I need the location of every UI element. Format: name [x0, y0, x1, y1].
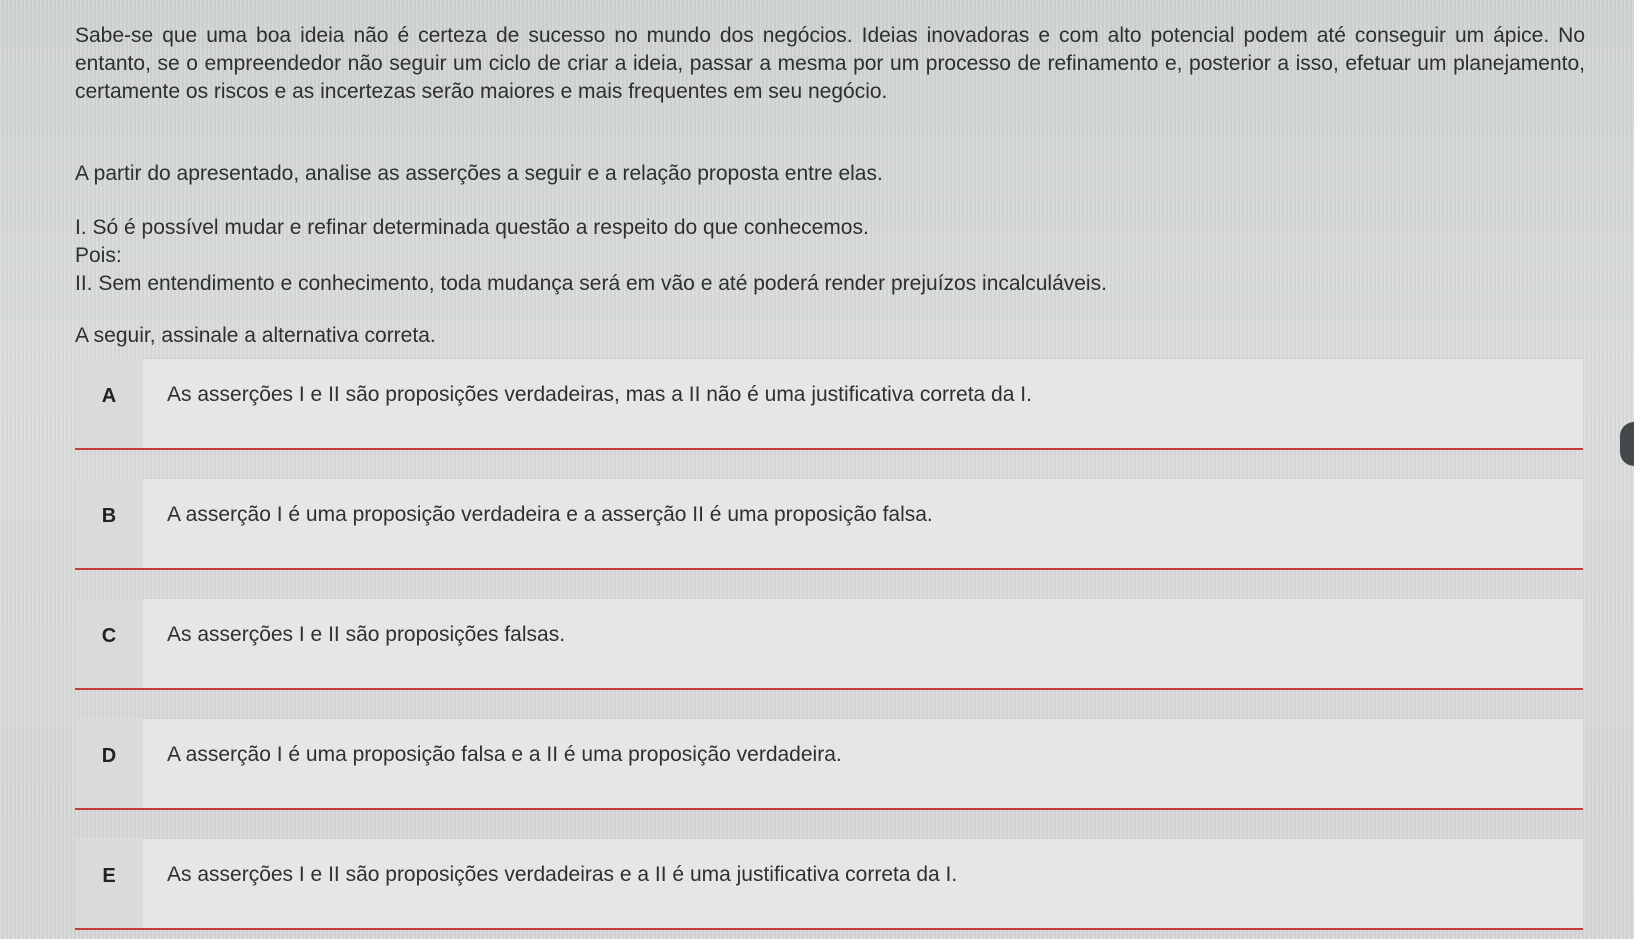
option-letter: B: [75, 478, 143, 568]
scrollbar-thumb[interactable]: [1620, 422, 1634, 466]
option-a[interactable]: [75, 358, 1583, 450]
option-text: A asserção I é uma proposição falsa e a II é uma proposição verdadeira.: [143, 718, 1583, 808]
option-letter: C: [75, 598, 143, 688]
question-instruction: A partir do apresentado, analise as asserções a seguir e a relação proposta entre elas.: [75, 162, 883, 185]
option-b[interactable]: [75, 478, 1583, 570]
question-content: [75, 22, 1585, 930]
option-c[interactable]: [75, 598, 1583, 690]
question-command: A seguir, assinale a alternativa correta.: [75, 324, 436, 347]
question-context: Sabe-se que uma boa ideia não é certeza de sucesso no mundo dos negócios. Ideias inovadoras e com alto potencial podem até conseguir um ápice. No entanto, se o empreendedor não seguir um ciclo de criar a ideia, passar a mesma por um processo de refinamento e, posterior a isso, efetuar um planejamento, certamente os riscos e as incertezas serão maiores e mais frequentes em seu negócio.: [75, 24, 1585, 103]
option-text: As asserções I e II são proposições verdadeiras e a II é uma justificativa correta da I.: [143, 838, 1583, 928]
option-letter: D: [75, 718, 143, 808]
assertion-2: II. Sem entendimento e conhecimento, toda mudança será em vão e até poderá render prejuízos incalculáveis.: [75, 272, 1107, 295]
option-letter: A: [75, 358, 143, 448]
option-letter: E: [75, 838, 143, 928]
option-d[interactable]: [75, 718, 1583, 810]
answer-options: [75, 358, 1585, 930]
option-text: As asserções I e II são proposições verdadeiras, mas a II não é uma justificativa correta da I.: [143, 358, 1583, 448]
assertion-connector: Pois:: [75, 244, 122, 267]
assertion-1: I. Só é possível mudar e refinar determinada questão a respeito do que conhecemos.: [75, 216, 869, 239]
option-e[interactable]: [75, 838, 1583, 930]
option-text: A asserção I é uma proposição verdadeira e a asserção II é uma proposição falsa.: [143, 478, 1583, 568]
option-text: As asserções I e II são proposições falsas.: [143, 598, 1583, 688]
